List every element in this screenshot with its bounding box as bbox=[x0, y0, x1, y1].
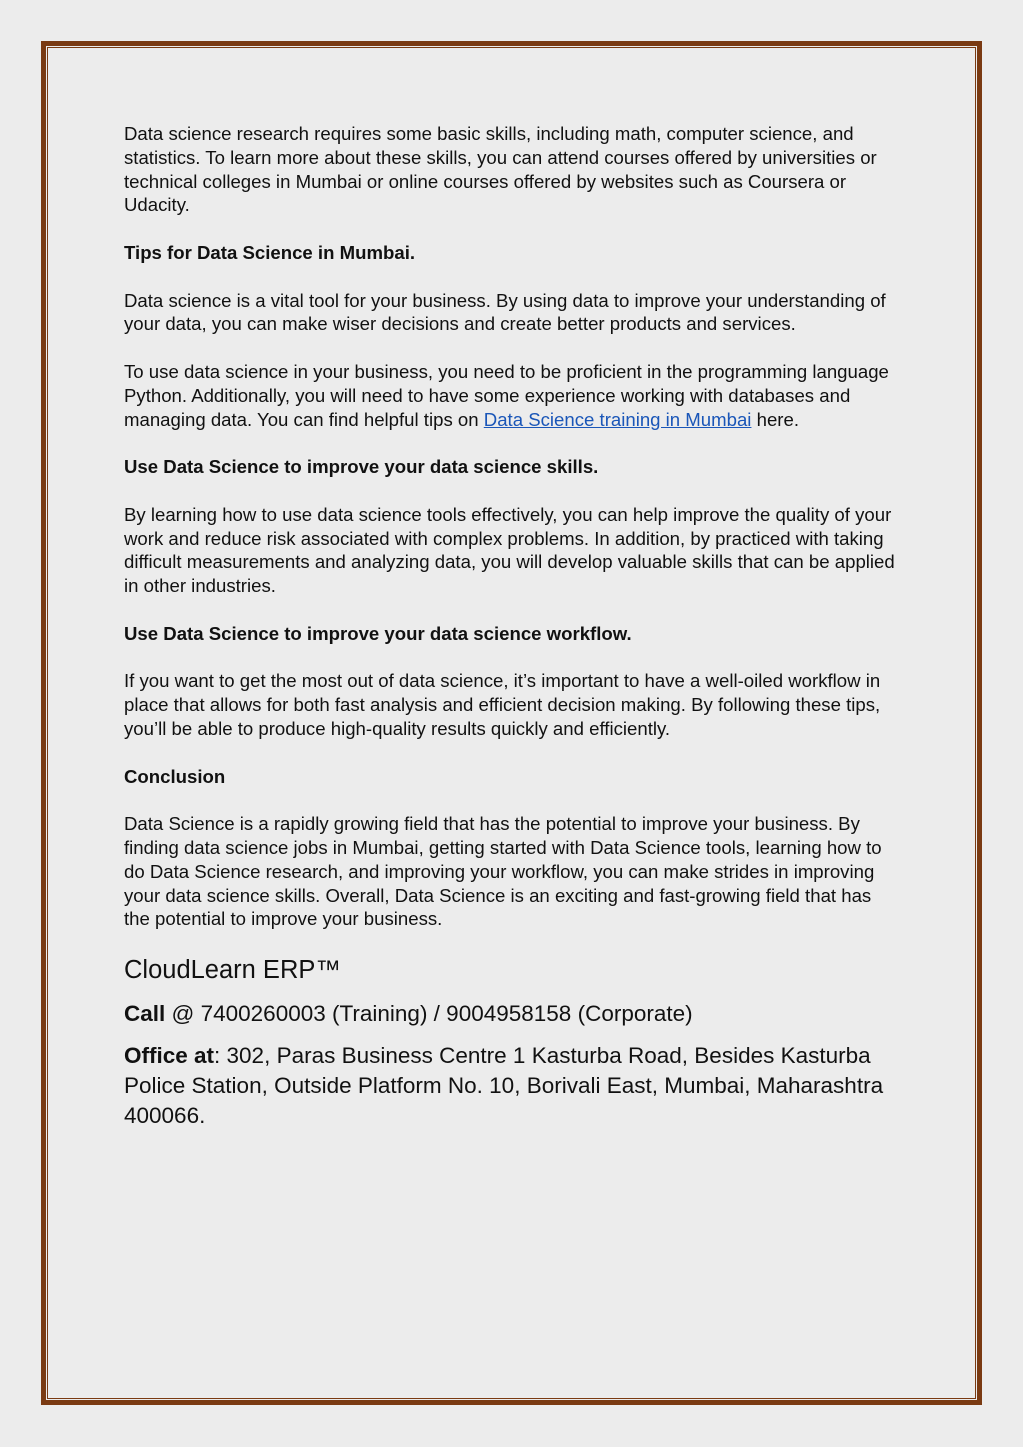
python-paragraph bbox=[124, 360, 899, 431]
document-body bbox=[124, 122, 899, 1131]
training-link[interactable]: Data Science training in Mumbai bbox=[483, 408, 752, 430]
office-address-text: : 302, Paras Business Centre 1 Kasturba Road, Besides Kasturba Police Station, Outside Platform No. 10, Borivali East, Mumbai, Maharashtra 400066. bbox=[124, 1043, 884, 1129]
skills-paragraph: By learning how to use data science tools effectively, you can help improve the quality of your work and reduce risk associated with complex problems. In addition, by practiced with taking difficult measurements and analyzing data, you will develop valuable skills that can be applied in other industries. bbox=[124, 503, 895, 597]
office-label: Office at bbox=[124, 1043, 215, 1069]
office-address bbox=[124, 1041, 899, 1131]
heading-tips: Tips for Data Science in Mumbai. bbox=[124, 241, 416, 263]
heading-skills: Use Data Science to improve your data science skills. bbox=[124, 456, 599, 478]
python-paragraph-tail: here. bbox=[751, 408, 799, 430]
conclusion-paragraph: Data Science is a rapidly growing field that has the potential to improve your business. By finding data science jobs in Mumbai, getting started with Data Science tools, learning how to do Data Science research, and improving your workflow, you can make strides in improving your data science skills. Overall, Data Science is an exciting and fast-growing field that has the potential to improve your business. bbox=[124, 813, 882, 930]
tips-paragraph: Data science is a vital tool for your business. By using data to improve your understanding of your data, you can make wiser decisions and create better products and services. bbox=[124, 289, 886, 335]
brand-name: CloudLearn ERP™ bbox=[124, 956, 341, 985]
heading-conclusion: Conclusion bbox=[124, 765, 226, 787]
call-line bbox=[124, 999, 899, 1029]
heading-workflow: Use Data Science to improve your data science workflow. bbox=[124, 622, 632, 644]
python-paragraph-text: To use data science in your business, you need to be proficient in the programming language Python. Additionally, you will need to have some experience working with databases and managing data. You can find helpful tips on bbox=[124, 360, 889, 430]
call-numbers: @ 7400260003 (Training) / 9004958158 (Corporate) bbox=[165, 1001, 693, 1027]
intro-paragraph: Data science research requires some basic skills, including math, computer science, and statistics. To learn more about these skills, you can attend courses offered by universities or technical colleges in Mumbai or online courses offered by websites such as Coursera or Udacity. bbox=[124, 123, 877, 216]
workflow-paragraph: If you want to get the most out of data science, it’s important to have a well-oiled workflow in place that allows for both fast analysis and efficient decision making. By following these tips, you’ll be able to produce high-quality results quickly and efficiently. bbox=[124, 670, 881, 739]
call-label: Call bbox=[124, 1001, 166, 1027]
